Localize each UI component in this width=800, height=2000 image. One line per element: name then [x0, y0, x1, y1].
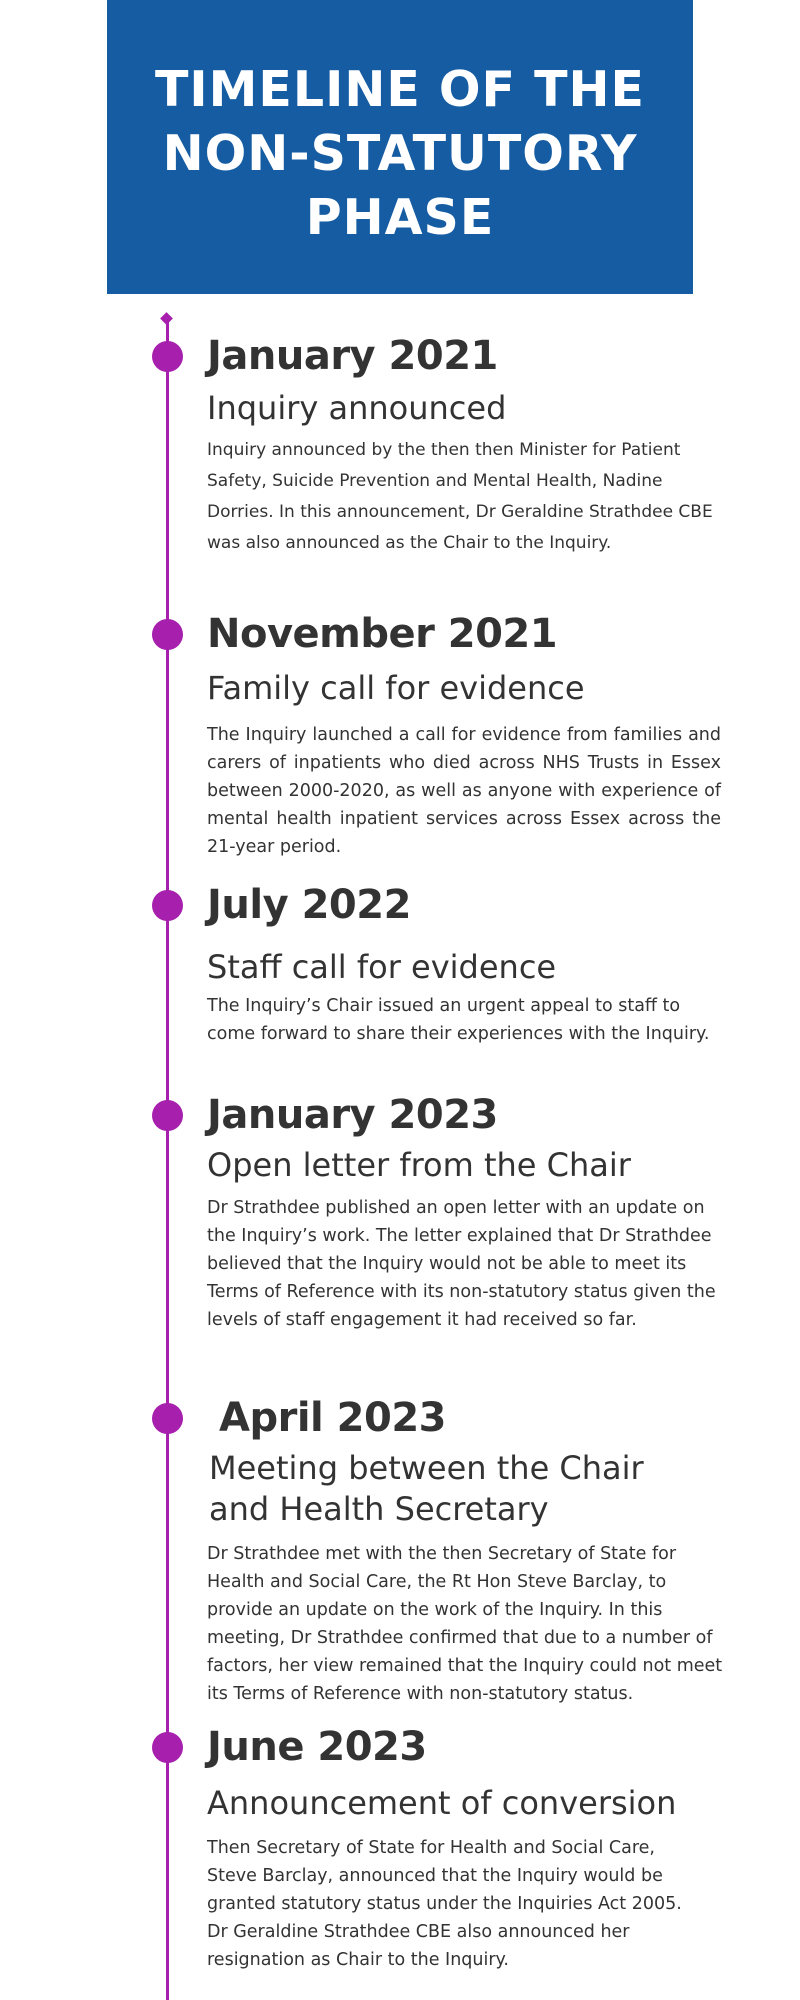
timeline-dot: [152, 1100, 183, 1131]
event-description: Dr Strathdee published an open letter with an update on the Inquiry’s work. The letter explained that Dr Strathdee believed that the Inquiry would not be able to meet its Terms of Reference with its non-statutory status given the levels of staff engagement it had received so far.: [207, 1198, 716, 1330]
event-title: Announcement of conversion: [207, 1784, 677, 1822]
event-description: The Inquiry’s Chair issued an urgent appeal to staff to come forward to share their experiences with the Inquiry.: [207, 996, 710, 1044]
event-title: Family call for evidence: [207, 669, 585, 707]
timeline-dot: [152, 1732, 183, 1763]
timeline-dot: [152, 890, 183, 921]
event-title: Open letter from the Chair: [207, 1146, 631, 1184]
timeline-event: [207, 1394, 733, 1708]
event-description: Inquiry announced by the then then Minister for Patient Safety, Suicide Prevention and Mental Health, Nadine Dorries. In this announcement, Dr Geraldine Strathdee CBE was also announced as the Chair to the Inquiry.: [207, 440, 713, 553]
event-date: January 2023: [207, 1092, 498, 1138]
event-date: July 2022: [207, 882, 411, 928]
event-description: Dr Strathdee met with the then Secretary of State for Health and Social Care, the Rt Hon Steve Barclay, to provide an update on the work of the Inquiry. In this meeting, Dr Strathdee confirmed that due to a number of factors, her view remained that the Inquiry could not meet its Terms of Reference with non-statutory status.: [207, 1544, 723, 1704]
event-date: January 2021: [207, 333, 498, 379]
event-date: June 2023: [207, 1724, 427, 1770]
event-description: Then Secretary of State for Health and Social Care, Steve Barclay, announced that the Inquiry would be granted statutory status under the Inquiries Act 2005. Dr Geraldine Strathdee CBE also announced her resignation as Chair to the Inquiry.: [207, 1838, 682, 1970]
timeline-dot: [152, 619, 183, 650]
event-title: Inquiry announced: [207, 389, 507, 427]
timeline-event: [207, 881, 721, 1048]
timeline-event: [207, 332, 727, 559]
page-title: TIMELINE OF THE NON-STATUTORY PHASE: [155, 61, 645, 246]
timeline-event: [207, 610, 721, 861]
timeline-dot: [152, 341, 183, 372]
event-date: April 2023: [219, 1395, 446, 1441]
event-title: Staff call for evidence: [207, 948, 557, 986]
event-description: The Inquiry launched a call for evidence from families and carers of inpatients who died across NHS Trusts in Essex between 2000-2020, as well as anyone with experience of mental health inpatient services across Essex across the 21-year period.: [207, 725, 721, 857]
event-title: Meeting between the Chair and Health Secretary: [209, 1449, 644, 1528]
timeline-event: [207, 1723, 697, 1974]
event-date: November 2021: [207, 611, 558, 657]
header-banner: [107, 0, 693, 294]
timeline-event: [207, 1091, 737, 1334]
timeline-dot: [152, 1403, 183, 1434]
